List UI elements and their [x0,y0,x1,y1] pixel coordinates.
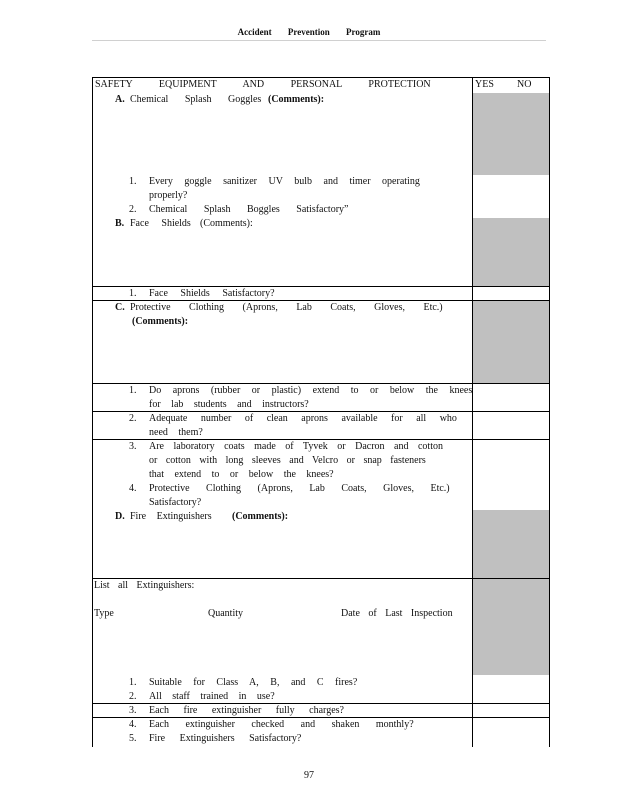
item-text: Chemical Splash Boggles Satisfactory” [149,204,349,215]
yes-column-header: YES [475,79,494,90]
item-letter: B. [115,218,125,229]
item-number: 2. [129,413,137,424]
item-number: 2. [129,691,137,702]
comments-label: (Comments): [200,218,253,229]
comment-shade-d [472,510,549,578]
comments-label: (Comments): [132,316,189,327]
item-text: need them? [149,427,203,438]
item-text: Adequate number of clean aprons available for all who [149,413,457,424]
item-text: All staff trained in use? [149,691,275,702]
table-left-border [92,77,93,747]
table-divider [472,77,473,747]
item-number: 5. [129,733,137,744]
item-number: 3. [129,705,137,716]
list-title: List all Extinguishers: [94,580,195,591]
item-number: 2. [129,204,137,215]
no-column-header: NO [517,79,532,90]
item-number: 1. [129,385,137,396]
item-text: Face Shields Satisfactory? [149,288,275,299]
item-text: Protective Clothing (Aprons, Lab Coats, Gloves, Etc.) [149,483,450,494]
comment-shade-b [472,218,549,286]
item-title: Face Shields [130,218,191,229]
comment-shade-a [472,93,549,175]
item-number: 4. [129,719,137,730]
item-number: 1. [129,176,137,187]
comments-label: (Comments): [268,94,325,105]
table-right-border [549,77,550,747]
item-number: 3. [129,441,137,452]
item-number: 4. [129,483,137,494]
item-title: Chemical Splash Goggles [130,94,262,105]
item-text: or cotton with long sleeves and Velcro or snap fasteners [149,455,426,466]
item-text: Do aprons (rubber or plastic) extend to or below the knees [149,385,473,396]
header-rule [92,40,546,41]
item-number: 1. [129,677,137,688]
item-text: properly? [149,190,188,201]
page-header: Accident Prevention Program [237,27,381,37]
item-number: 1. [129,288,137,299]
item-text: for lab students and instructors? [149,399,309,410]
list-column-quantity: Quantity [208,608,243,619]
comment-shade-list [472,579,549,675]
list-column-date: Date of Last Inspection [341,608,453,619]
list-column-type: Type [94,608,114,619]
item-text: Each fire extinguisher fully charges? [149,705,344,716]
page-number: 97 [304,770,314,781]
item-text: Suitable for Class A, B, and C fires? [149,677,358,688]
item-text: that extend to or below the knees? [149,469,334,480]
item-text: Each extinguisher checked and shaken monthly? [149,719,414,730]
item-title: Protective Clothing (Aprons, Lab Coats, Gloves, Etc.) [130,302,443,313]
item-letter: A. [115,94,125,105]
item-text: Fire Extinguishers Satisfactory? [149,733,302,744]
item-letter: C. [115,302,125,313]
comments-label: (Comments): [232,511,289,522]
item-letter: D. [115,511,125,522]
item-text: Are laboratory coats made of Tyvek or Dacron and cotton [149,441,443,452]
comment-shade-c [472,301,549,383]
item-text: Every goggle sanitizer UV bulb and timer operating [149,176,420,187]
item-text: Satisfactory? [149,497,202,508]
item-title: Fire Extinguishers [130,511,212,522]
section-title: SAFETY EQUIPMENT AND PERSONAL PROTECTION [95,79,431,90]
